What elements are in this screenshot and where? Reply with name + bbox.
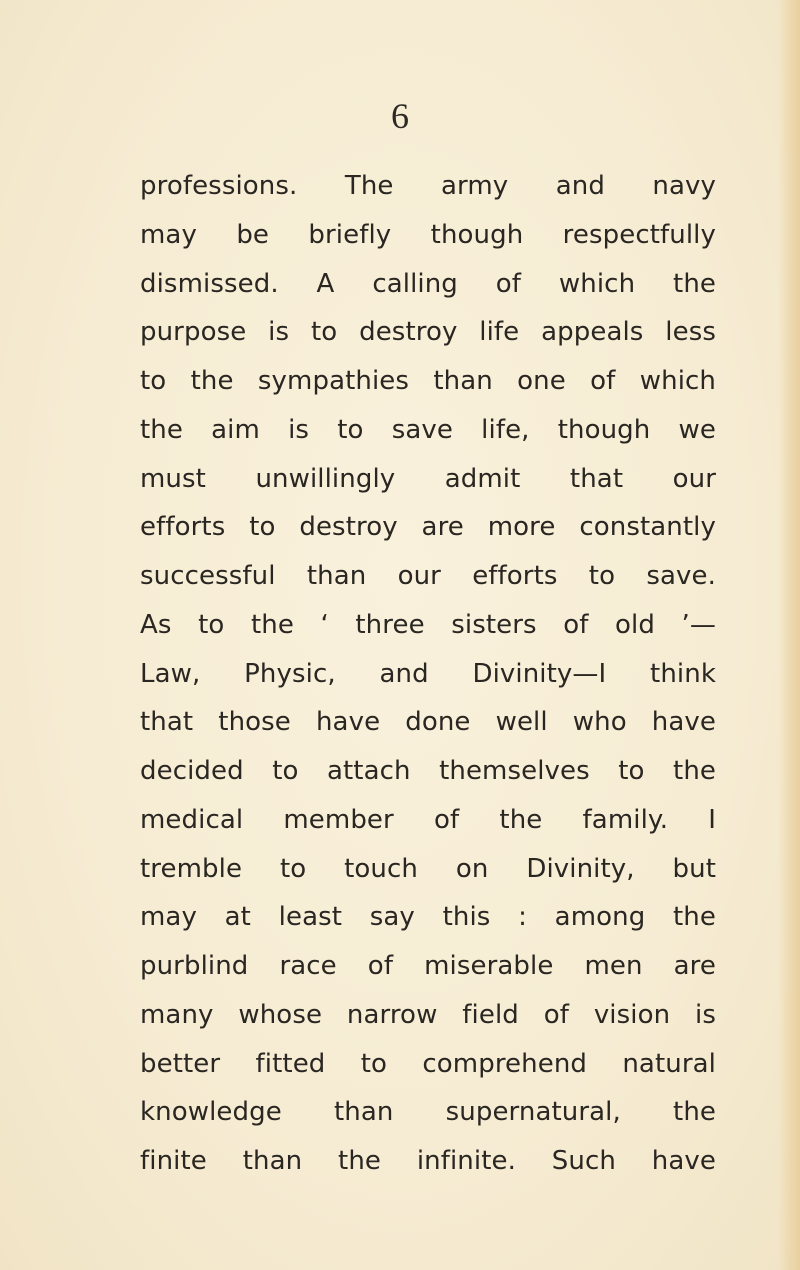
- text-line: purblind race of miserable men are: [140, 951, 716, 981]
- text-line: finite than the infinite. Such have: [140, 1146, 716, 1176]
- text-line: successful than our efforts to save.: [140, 561, 716, 591]
- text-line: professions. The army and navy: [140, 171, 716, 201]
- text-line: medical member of the family. I: [140, 804, 716, 835]
- text-line: that those have done well who have: [140, 707, 716, 738]
- text-line: dismissed. A calling of which the: [140, 268, 716, 299]
- text-line: Law, Physic, and Divinity—I think: [140, 658, 716, 689]
- page-edge-shading: [778, 0, 800, 1270]
- text-line: better fitted to comprehend natural: [140, 1048, 716, 1079]
- text-line: the aim is to save life, though we: [140, 414, 716, 445]
- text-line: may at least say this : among the: [140, 902, 716, 933]
- text-line: many whose narrow field of vision is: [140, 999, 716, 1030]
- text-line: decided to attach themselves to the: [140, 756, 716, 786]
- text-line: efforts to destroy are more constantly: [140, 512, 716, 543]
- text-line: tremble to touch on Divinity, but: [140, 853, 716, 884]
- text-line: purpose is to destroy life appeals less: [140, 317, 716, 348]
- body-text: [140, 162, 716, 1186]
- text-line: As to the ‘ three sisters of old ’—: [140, 609, 716, 640]
- text-line: must unwillingly admit that our: [140, 463, 716, 494]
- text-line: may be briefly though respectfully: [140, 219, 716, 250]
- page-number: 6: [391, 96, 409, 136]
- text-line: knowledge than supernatural, the: [140, 1097, 716, 1128]
- text-line: to the sympathies than one of which: [140, 366, 716, 396]
